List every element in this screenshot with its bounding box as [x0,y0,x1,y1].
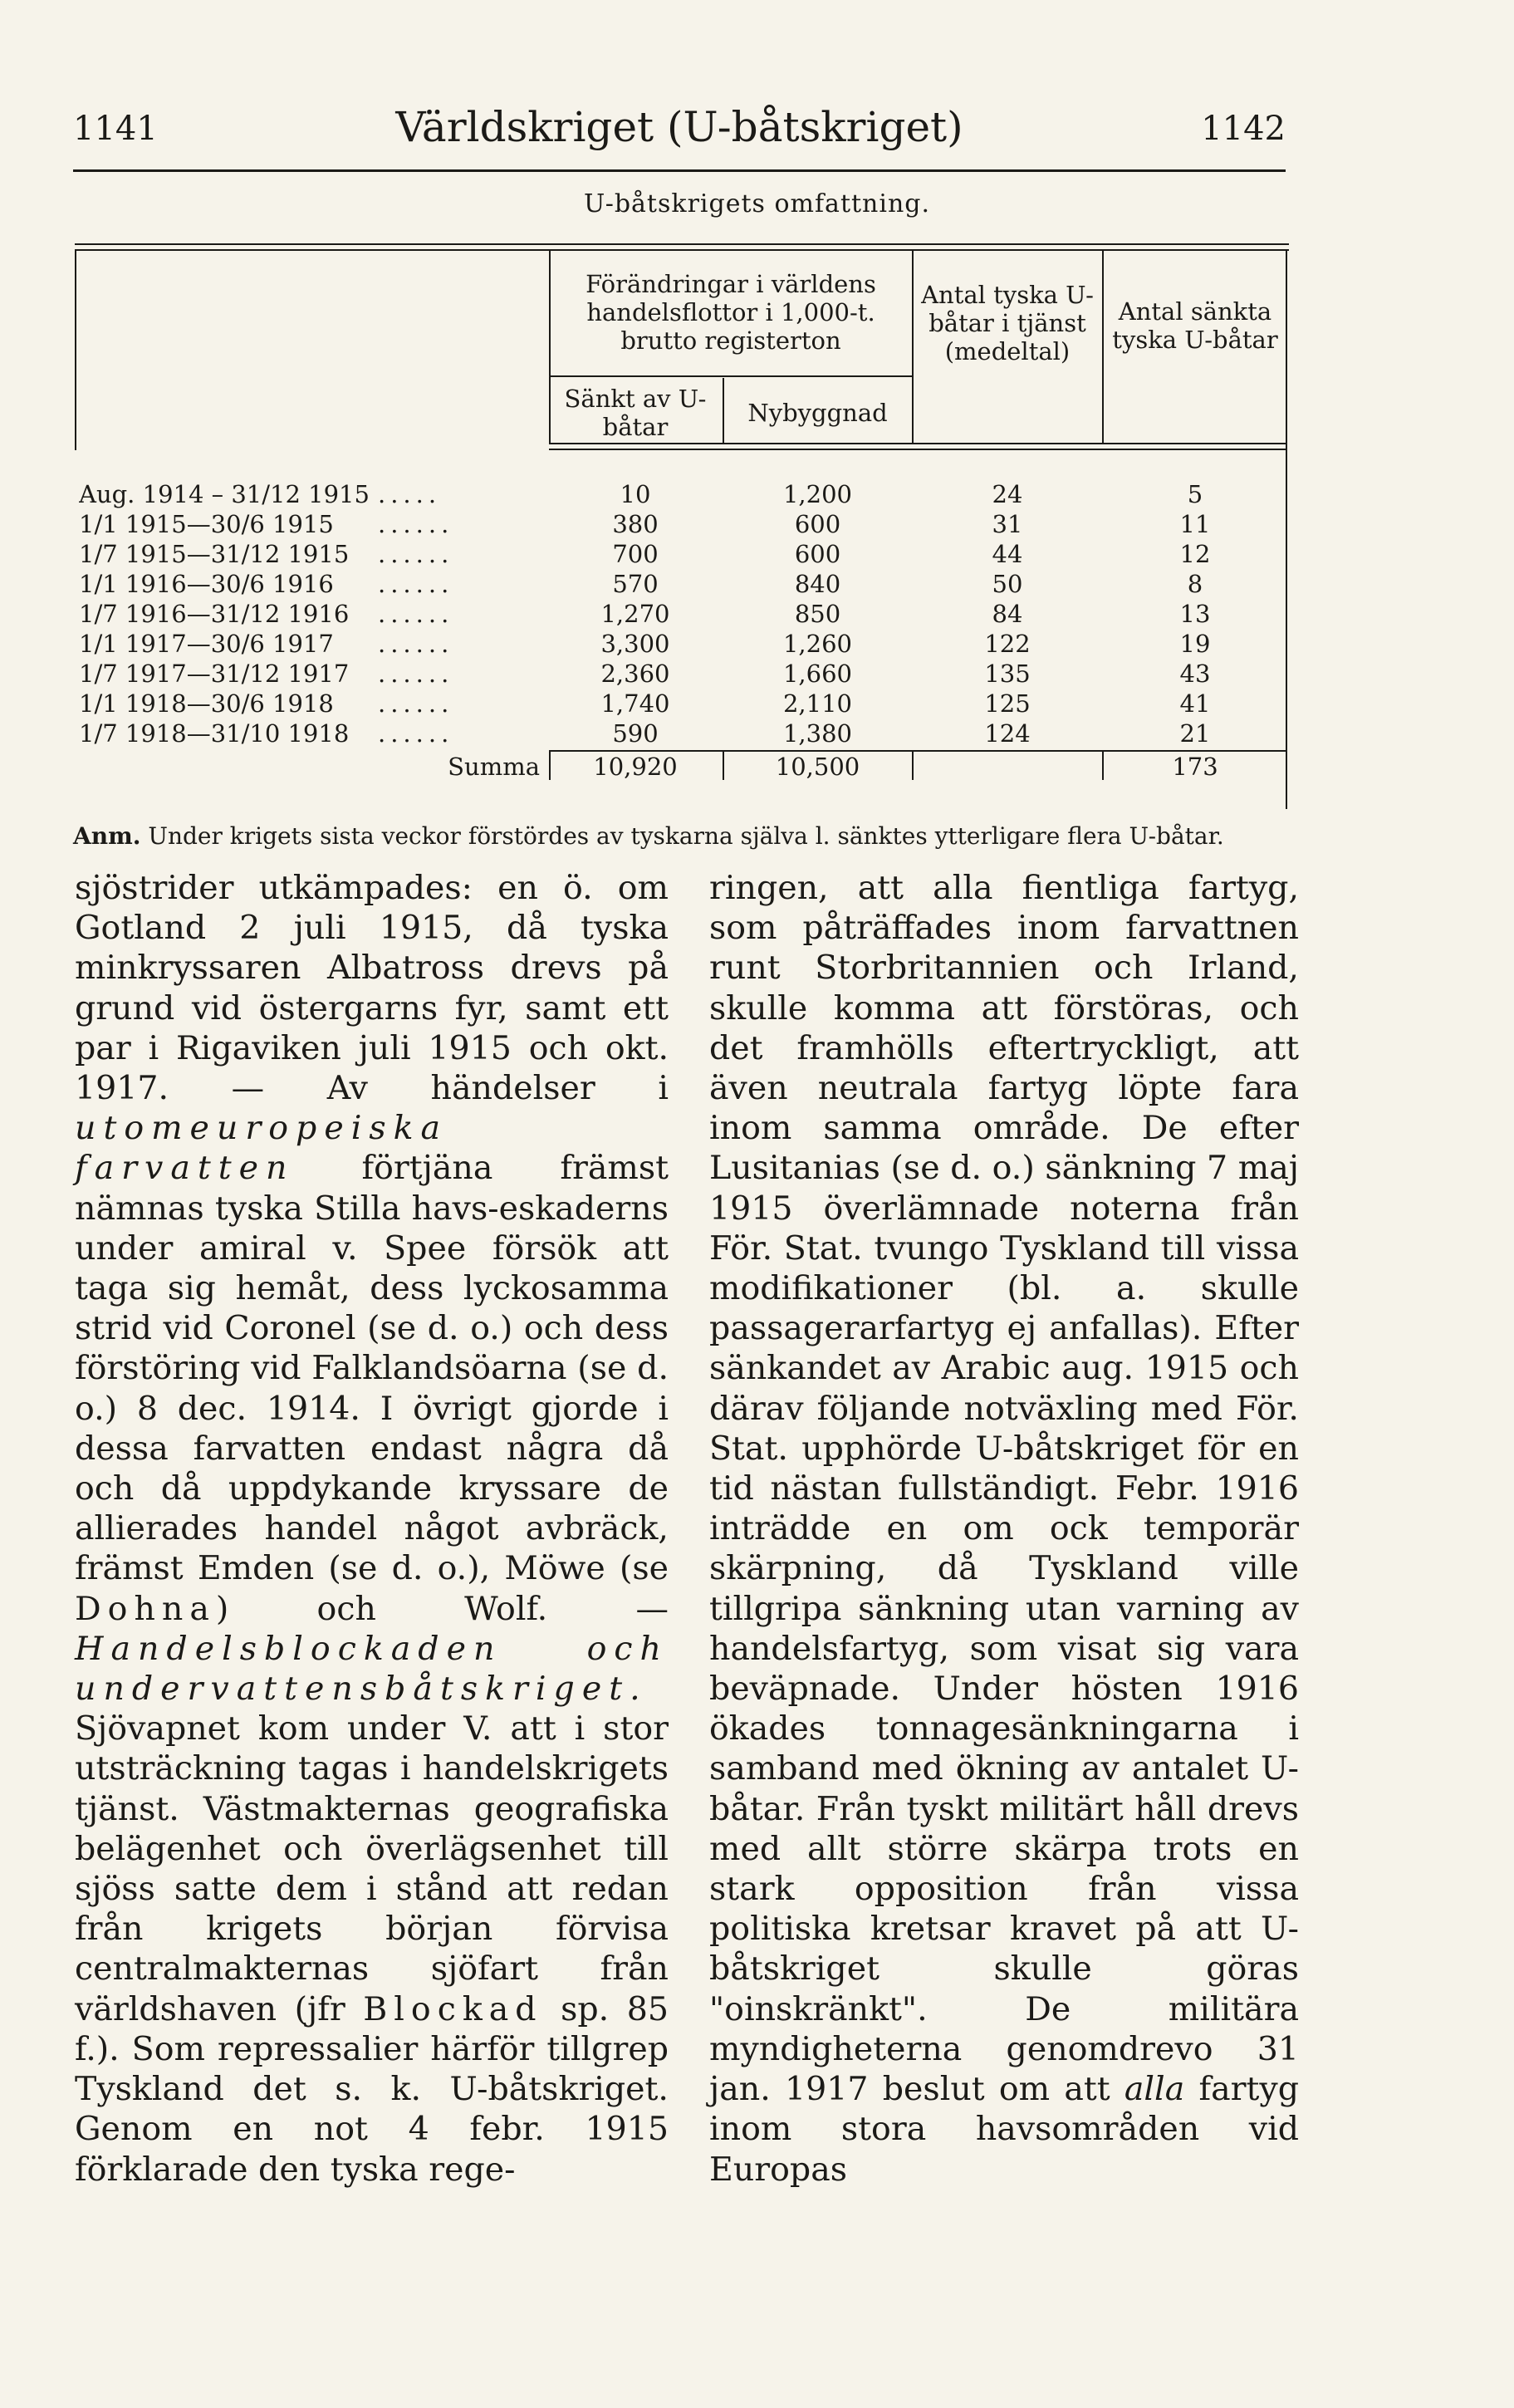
cell-sunk: 700 [612,540,659,568]
table-right-rule [1286,251,1287,809]
cell-service: 84 [992,600,1023,628]
row-period: 1/1 1915—30/6 1915 [79,510,334,538]
cell-lost: 12 [1179,540,1211,568]
body-right-p2: fartyg inom stora havsområden vid Europas [709,2070,1300,2189]
col-group-header: Förändringar i världens handelsflottor i 1,000-t. brutto registerton [586,270,876,355]
cell-lost: 5 [1187,480,1203,508]
cell-sunk: 2,360 [600,660,670,688]
row-period: 1/1 1917—30/6 1917 [79,630,334,658]
cell-new: 1,260 [782,630,853,658]
cell-service: 31 [992,510,1023,538]
cell-new: 2,110 [782,689,853,718]
summa-sep-1 [549,752,551,780]
table-top-rule [75,243,1289,245]
cross-ref-blockad: Blockad [363,1989,543,2028]
body-left-p3: ) och Wolf. — [215,1589,669,1628]
row-period: Aug. 1914 – 31/12 1915 [79,480,370,508]
body-left-p2: förtjäna främst nämnas tyska Stilla havs-eskaderns under amiral v. Spee försök att taga sig hemåt, dess lyckosamma strid vid Coronel (se d. o.) och dess förstöring vid Falklandsöarna (se d. o.) 8 dec. 1914. I övrigt gjorde i dessa farvatten endast några då och då uppdykande kryssare de allierades handel något avbräck, främst Emden (se d. o.), Möwe (se [75,1149,669,1588]
cell-lost: 43 [1179,660,1211,688]
row-period: 1/1 1916—30/6 1916 [79,570,334,598]
table-sep-rule-1 [549,251,551,444]
body-column-right [709,868,1299,2190]
col-sunk-u-header: Antal sänkta tyska U-båtar [1112,297,1278,354]
col-new-header: Nybyggnad [747,399,888,427]
cell-lost: 21 [1179,719,1211,748]
emphasis-alla: alla [1124,2070,1185,2109]
table-sep-rule-2 [912,251,914,444]
cell-sunk: 10 [620,480,651,508]
row-period: 1/7 1915—31/12 1915 [79,540,350,568]
note-label: Anm. [73,822,141,850]
summa-sunk: 10,920 [593,753,678,781]
body-left-p1: sjöstrider utkämpades: en ö. om Gotland 2 juli 1915, då tyska minkryssaren Albatross drevs på grund vid östergarns fyr, samt ett par i Rigaviken juli 1915 och okt. 1917. — Av händelser i [75,869,669,1108]
cell-service: 122 [984,630,1031,658]
cell-new: 600 [794,540,841,568]
cell-sunk: 1,270 [600,600,670,628]
cell-new: 600 [794,510,841,538]
table-sep-rule-3 [1102,251,1104,444]
header-rule [73,169,1286,172]
cell-new: 1,380 [782,719,853,748]
summa-sep-3 [912,752,914,780]
cell-lost: 11 [1179,510,1211,538]
cell-lost: 19 [1179,630,1211,658]
row-period: 1/1 1918—30/6 1918 [79,689,334,718]
summa-label: Summa [448,753,540,781]
thead-bottom-rule [549,443,1286,444]
table-left-rule [75,251,76,450]
col-in-service-header: Antal tyska U-båtar i tjänst (medeltal) [921,281,1094,365]
row-period: 1/7 1918—31/10 1918 [79,719,350,748]
body-column-left [75,868,669,2190]
body-bottom-rule [549,750,1286,752]
summa-lost: 173 [1172,753,1218,781]
cell-new: 1,660 [782,660,853,688]
row-period: 1/7 1916—31/12 1916 [79,600,350,628]
page-number-left: 1141 [73,110,158,148]
cell-service: 125 [984,689,1031,718]
cross-ref-dohna: Dohna [75,1589,216,1628]
body-right-p1: ringen, att alla fientliga fartyg, som påträffades inom farvattnen runt Storbritannien och Irland, skulle komma att förstöras, och det framhölls eftertryckligt, att även neutrala fartyg löpte fara inom samma område. De efter Lusitanias (se d. o.) sänkning 7 maj 1915 överlämnade noterna från För. Stat. tvungo Tyskland till vissa modifikationer (bl. a. skulle passagerarfartyg ej anfallas). Efter sänkandet av Arabic aug. 1915 och därav följande notväxling med För. Stat. upphörde U-båtskriget för en tid nästan fullständigt. Febr. 1916 inträdde en om ock temporär skärpning, då Tyskland ville tillgripa sänkning utan varning av handelsfartyg, som visat sig vara beväpnade. Under hösten 1916 ökades tonnagesänkningarna i samband med ökning av antalet U-båtar. Från tyskt militärt håll drevs med allt större skärpa trots en stark opposition från vissa politiska kretsar kravet på att U-båtskriget skulle göras "oinskränkt". De militära myndigheterna genomdrevo 31 jan. 1917 beslut om att [709,869,1299,2109]
cell-sunk: 590 [612,719,659,748]
col-sunk-header: Sänkt av U-båtar [564,385,707,441]
cell-service: 135 [984,660,1031,688]
thead-bottom-rule-2 [549,449,1286,450]
note-text: Under krigets sista veckor förstördes av tyskarna själva l. sänktes ytterligare flera U-båtar. [148,822,1224,850]
running-title: Världskriget (U-båtskriget) [395,103,963,151]
table-note [73,821,1294,852]
cell-service: 24 [992,480,1023,508]
row-period: 1/7 1917—31/12 1917 [79,660,350,688]
body-left-p5: sp. 85 f.). Som repressalier härför tillgrep Tyskland det s. k. U-båtskriget. Genom en not 4 febr. 1915 förklarade den tyska rege- [75,1989,669,2189]
cell-sunk: 1,740 [600,689,670,718]
page-number-right: 1142 [1201,110,1286,148]
summa-sep-4 [1102,752,1104,780]
body-left-p4: Sjövapnet kom under V. att i stor utsträckning tagas i handelskrigets tjänst. Västmakternas geografiska belägenhet och överlägsenhet till sjöss satte dem i stånd att redan från krigets början förvisa centralmakternas sjöfart från världshaven (jfr [75,1709,669,2028]
cell-new: 840 [794,570,841,598]
col-group-rule [549,375,914,377]
cell-service: 44 [992,540,1023,568]
cell-service: 50 [992,570,1023,598]
table-top-rule-2 [75,249,1289,251]
cell-lost: 13 [1179,600,1211,628]
term-handelsblockaden: Handelsblockaden och undervattensbåtskriget. [75,1629,669,1709]
running-header [73,98,1286,168]
cell-sunk: 380 [612,510,659,538]
cell-service: 124 [984,719,1031,748]
cell-lost: 8 [1187,570,1203,598]
cell-lost: 41 [1179,689,1211,718]
cell-new: 850 [794,600,841,628]
cell-new: 1,200 [782,480,853,508]
cell-sunk: 3,300 [600,630,670,658]
table-title: U-båtskrigets omfattning. [583,189,931,218]
summa-new: 10,500 [775,753,860,781]
term-utomeuropeiska: utomeuropeiska farvatten [75,1109,448,1188]
cell-sunk: 570 [612,570,659,598]
